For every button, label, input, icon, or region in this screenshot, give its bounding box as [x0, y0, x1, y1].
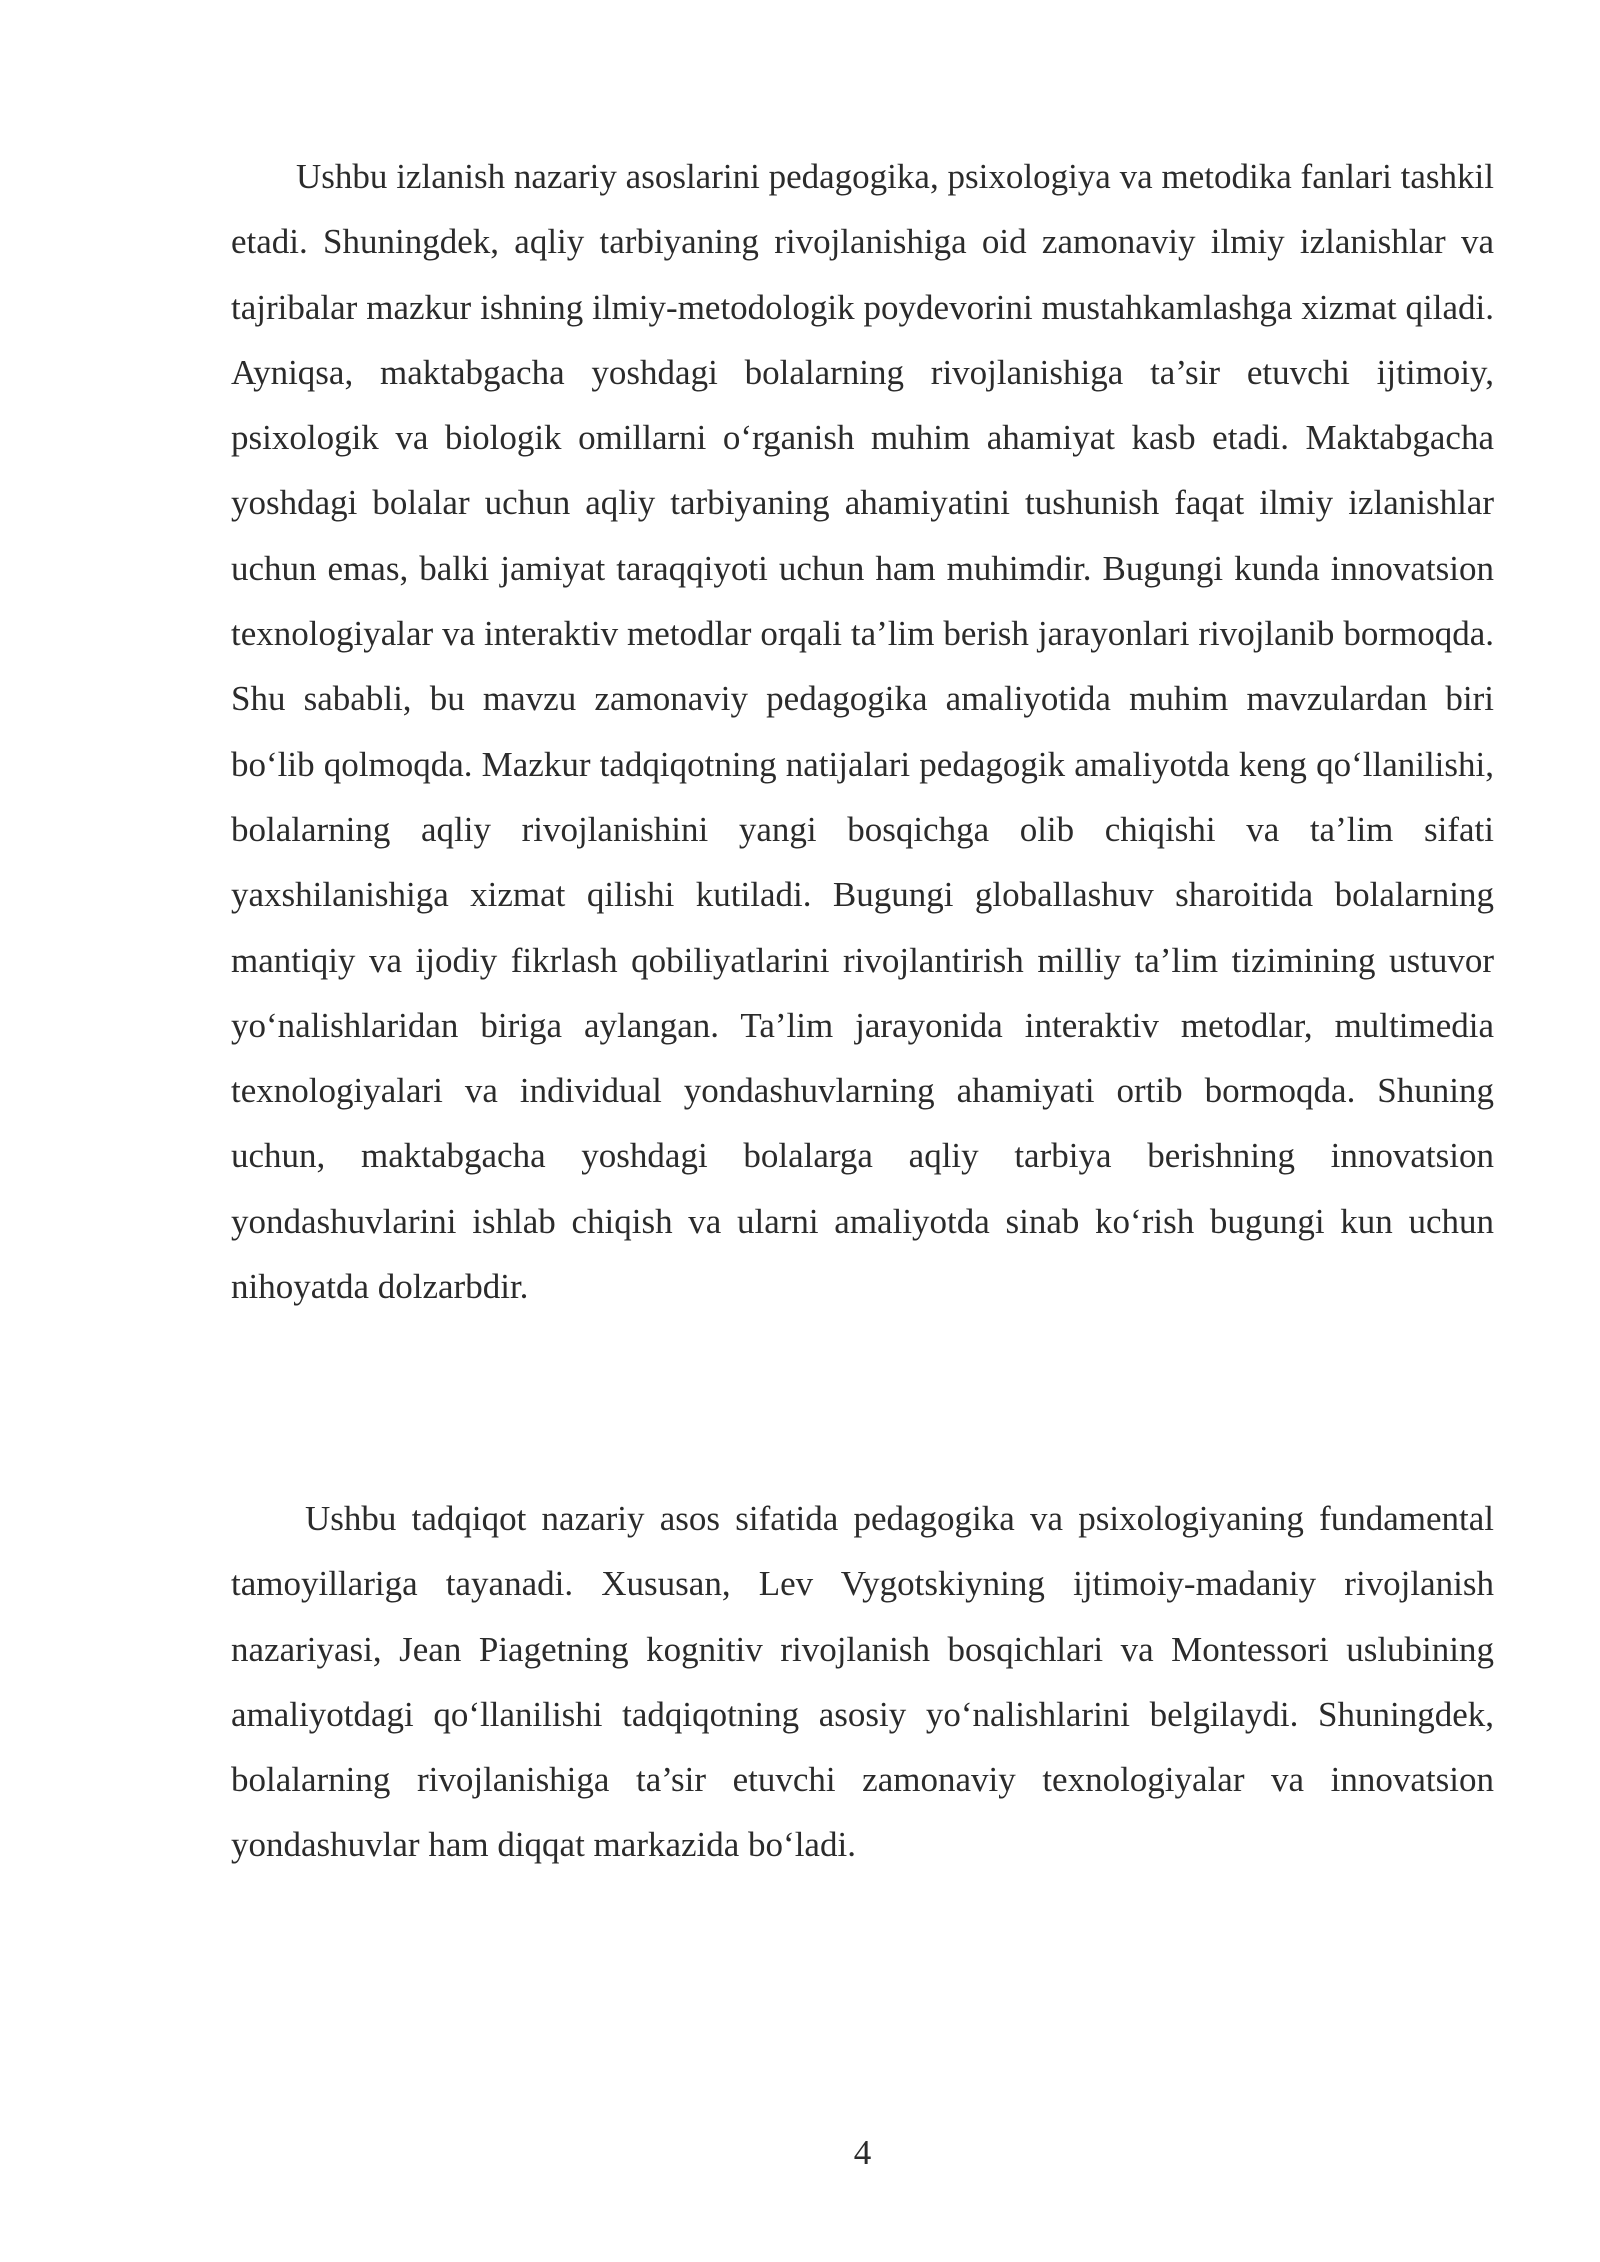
paragraph-2: Ushbu tadqiqot nazariy asos sifatida pedagogika va psixologiyaning fundamental tamoyillariga tayanadi. Xususan, Lev Vygotskiyning ijtimoiy-madaniy rivojlanish nazariyasi, Jean Piagetning kognitiv rivojlanish bosqichlari va Montessori uslubining amaliyotdagi qo‘llanilishi tadqiqotning asosiy yo‘nalishlarini belgilaydi. Shuningdek, bolalarning rivojlanishiga ta’sir etuvchi zamonaviy texnologiyalar va innovatsion yondashuvlar ham diqqat markazida bo‘ladi.: [231, 1499, 1494, 1865]
page-number: 4: [853, 2133, 872, 2172]
paragraph-1: Ushbu izlanish nazariy asoslarini pedagogika, psixologiya va metodika fanlari tashkil etadi. Shuningdek, aqliy tarbiyaning rivojlanishiga oid zamonaviy ilmiy izlanishlar va tajribalar mazkur ishning ilmiy-metodologik poydevorini mustahkamlashga xizmat qiladi. Ayniqsa, maktabgacha yoshdagi bolalarning rivojlanishiga ta’sir etuvchi ijtimoiy, psixologik va biologik omillarni o‘rganish muhim ahamiyat kasb etadi. Maktabgacha yoshdagi bolalar uchun aqliy tarbiyaning ahamiyatini tushunish faqat ilmiy izlanishlar uchun emas, balki jamiyat taraqqiyoti uchun ham muhimdir. Bugungi kunda innovatsion texnologiyalar va interaktiv metodlar orqali ta’lim berish jarayonlari rivojlanib bormoqda. Shu sababli, bu mavzu zamonaviy pedagogika amaliyotida muhim mavzulardan biri bo‘lib qolmoqda. Mazkur tadqiqotning natijalari pedagogik amaliyotda keng qo‘llanilishi, bolalarning aqliy rivojlanishini yangi bosqichga olib chiqishi va ta’lim sifati yaxshilanishiga xizmat qilishi kutiladi. Bugungi globallashuv sharoitida bolalarning mantiqiy va ijodiy fikrlash qobiliyatlarini rivojlantirish milliy ta’lim tizimining ustuvor yo‘nalishlaridan biriga aylangan. Ta’lim jarayonida interaktiv metodlar, multimedia texnologiyalari va individual yondashuvlarning ahamiyati ortib bormoqda. Shuning uchun, maktabgacha yoshdagi bolalarga aqliy tarbiya berishning innovatsion yondashuvlarini ishlab chiqish va ularni amaliyotda sinab ko‘rish bugungi kun uchun nihoyatda dolzarbdir.: [231, 157, 1494, 1307]
